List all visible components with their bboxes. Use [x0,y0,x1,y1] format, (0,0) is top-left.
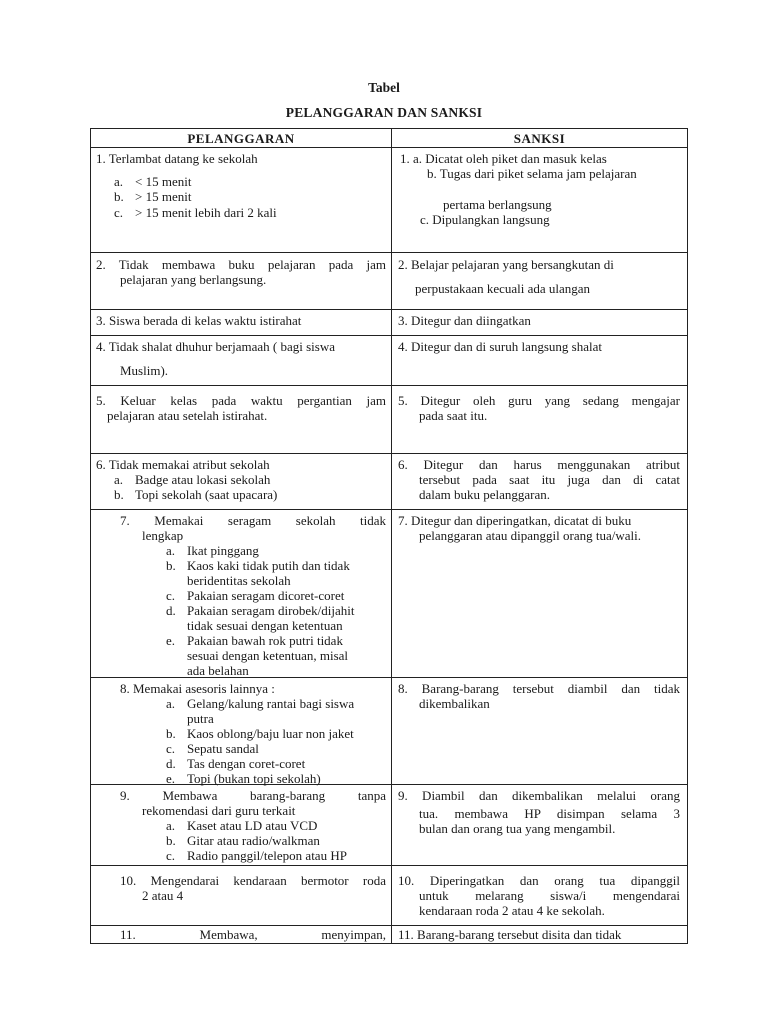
list-marker: a. [166,543,176,558]
header-sanksi: SANKSI [392,129,688,148]
list-marker: b. [166,833,176,848]
violation-cell [91,454,392,510]
sanction-text: 9. Diambil dan dikembalikan melalui orang [398,788,680,803]
list-marker: a. [114,174,124,189]
list-item: Radio panggil/telepon atau HP [187,848,347,863]
sanction-cell [392,310,688,336]
sanction-cell [392,926,688,944]
violation-cell [91,866,392,926]
sanction-text: 2. Belajar pelajaran yang bersangkutan di [398,257,614,272]
sanction-cell [392,148,688,253]
list-item: Pakaian bawah rok putri tidak [187,633,343,648]
violation-text: pelajaran yang berlangsung. [120,272,267,287]
sanction-text: c. Dipulangkan langsung [420,212,550,227]
sanction-text: 10. Diperingatkan dan orang tua dipanggil [398,873,680,888]
sanction-text: pada saat itu. [419,408,488,423]
table-header-row [91,129,688,148]
table-row [91,253,688,310]
sanction-cell [392,386,688,454]
list-item: sesuai dengan ketentuan, misal [187,648,349,663]
violation-text: lengkap [142,528,184,543]
table-row [91,148,688,253]
sanction-text: 3. Ditegur dan diingatkan [398,313,531,328]
table-row [91,866,688,926]
sanction-text: 8. Barang-barang tersebut diambil dan tidak [398,681,680,696]
list-marker: c. [166,588,176,603]
violation-cell [91,253,392,310]
sanction-text: dalam buku pelanggaran. [419,487,551,502]
list-item: Pakaian seragam dirobek/dijahit [187,603,355,618]
sanction-text: 11. Barang-barang tersebut disita dan tidak [398,927,622,942]
sanction-text: kendaraan roda 2 atau 4 ke sekolah. [419,903,605,918]
list-item: Tas dengan coret-coret [187,756,306,771]
sanction-text: pertama berlangsung [443,197,552,212]
sanction-text: 7. Ditegur dan diperingatkan, dicatat di buku [398,513,632,528]
list-item: > 15 menit [135,189,192,204]
list-item: beridentitas sekolah [187,573,291,588]
sanction-text: tersebut pada saat itu juga dan di catat [419,472,680,487]
violation-cell [91,148,392,253]
violation-text: 3. Siswa berada di kelas waktu istirahat [96,313,302,328]
violation-text: pelajaran atau setelah istirahat. [107,408,268,423]
list-marker: b. [166,726,176,741]
list-marker: b. [114,487,124,502]
sanction-text: 1. a. Dicatat oleh piket dan masuk kelas [400,151,607,166]
sanction-cell [392,253,688,310]
violation-cell [91,336,392,386]
document-subtitle: PELANGGARAN DAN SANKSI [285,105,483,120]
sanction-cell [392,678,688,785]
violation-text: 2 atau 4 [142,888,184,903]
list-marker: b. [114,189,124,204]
list-item: Gelang/kalung rantai bagi siswa [187,696,355,711]
violations-table [90,128,688,944]
violation-cell [91,678,392,785]
list-item: putra [187,711,214,726]
list-marker: e. [166,771,176,786]
sanction-cell [392,785,688,866]
sanction-text: tua. membawa HP disimpan selama 3 [419,806,680,821]
list-item: ada belahan [187,663,249,678]
table-row [91,386,688,454]
sanction-text: perpustakaan kecuali ada ulangan [415,281,591,296]
sanction-text: b. Tugas dari piket selama jam pelajaran [427,166,637,181]
sanction-cell [392,454,688,510]
list-item: Kaos oblong/baju luar non jaket [187,726,354,741]
table-row [91,336,688,386]
table-row [91,510,688,678]
list-item: Topi sekolah (saat upacara) [135,487,278,502]
list-item: Kaset atau LD atau VCD [187,818,318,833]
list-item: Topi (bukan topi sekolah) [187,771,321,786]
violation-text: 7. Memakai seragam sekolah tidak [120,513,386,528]
list-marker: d. [166,603,176,618]
violation-text: 6. Tidak memakai atribut sekolah [96,457,270,472]
sanction-cell [392,336,688,386]
list-marker: a. [166,818,176,833]
violation-cell [91,785,392,866]
violation-cell [91,310,392,336]
document-title: Tabel [368,80,400,95]
list-marker: c. [166,741,176,756]
violation-text: 11. Membawa, menyimpan, [120,927,386,942]
sanction-cell [392,866,688,926]
list-marker: c. [114,205,124,220]
list-item: Sepatu sandal [187,741,259,756]
list-item: tidak sesuai dengan ketentuan [187,618,343,633]
list-item: Gitar atau radio/walkman [187,833,320,848]
sanction-text: pelanggaran atau dipanggil orang tua/wali. [419,528,642,543]
list-item: < 15 menit [135,174,192,189]
table-row [91,310,688,336]
list-item: Pakaian seragam dicoret-coret [187,588,345,603]
list-marker: a. [114,472,124,487]
list-item: Ikat pinggang [187,543,259,558]
violation-text: 8. Memakai asesoris lainnya : [120,681,275,696]
table-row [91,926,688,944]
table-row [91,454,688,510]
violation-text: 4. Tidak shalat dhuhur berjamaah ( bagi siswa [96,339,336,354]
violation-text: Muslim). [120,363,169,378]
list-item: Badge atau lokasi sekolah [135,472,271,487]
violation-text: 5. Keluar kelas pada waktu pergantian jam [96,393,386,408]
list-marker: e. [166,633,176,648]
table-row [91,678,688,785]
sanction-text: bulan dan orang tua yang mengambil. [419,821,616,836]
list-marker: b. [166,558,176,573]
violation-cell [91,926,392,944]
sanction-text: dikembalikan [419,696,490,711]
list-marker: c. [166,848,176,863]
list-marker: d. [166,756,176,771]
header-pelanggaran: PELANGGARAN [91,129,392,148]
violation-text: 9. Membawa barang-barang tanpa [120,788,386,803]
violation-text: 10. Mengendarai kendaraan bermotor roda [120,873,386,888]
violation-text: 2. Tidak membawa buku pelajaran pada jam [96,257,386,272]
violation-cell [91,510,392,678]
violation-text: rekomendasi dari guru terkait [142,803,296,818]
list-item: > 15 menit lebih dari 2 kali [135,205,277,220]
sanction-cell [392,510,688,678]
violation-cell [91,386,392,454]
table-row [91,785,688,866]
violation-text: 1. Terlambat datang ke sekolah [96,151,258,166]
sanction-text: untuk melarang siswa/i mengendarai [419,888,680,903]
list-item: Kaos kaki tidak putih dan tidak [187,558,350,573]
sanction-text: 6. Ditegur dan harus menggunakan atribut [398,457,680,472]
sanction-text: 5. Ditegur oleh guru yang sedang mengajar [398,393,680,408]
sanction-text: 4. Ditegur dan di suruh langsung shalat [398,339,602,354]
list-marker: a. [166,696,176,711]
